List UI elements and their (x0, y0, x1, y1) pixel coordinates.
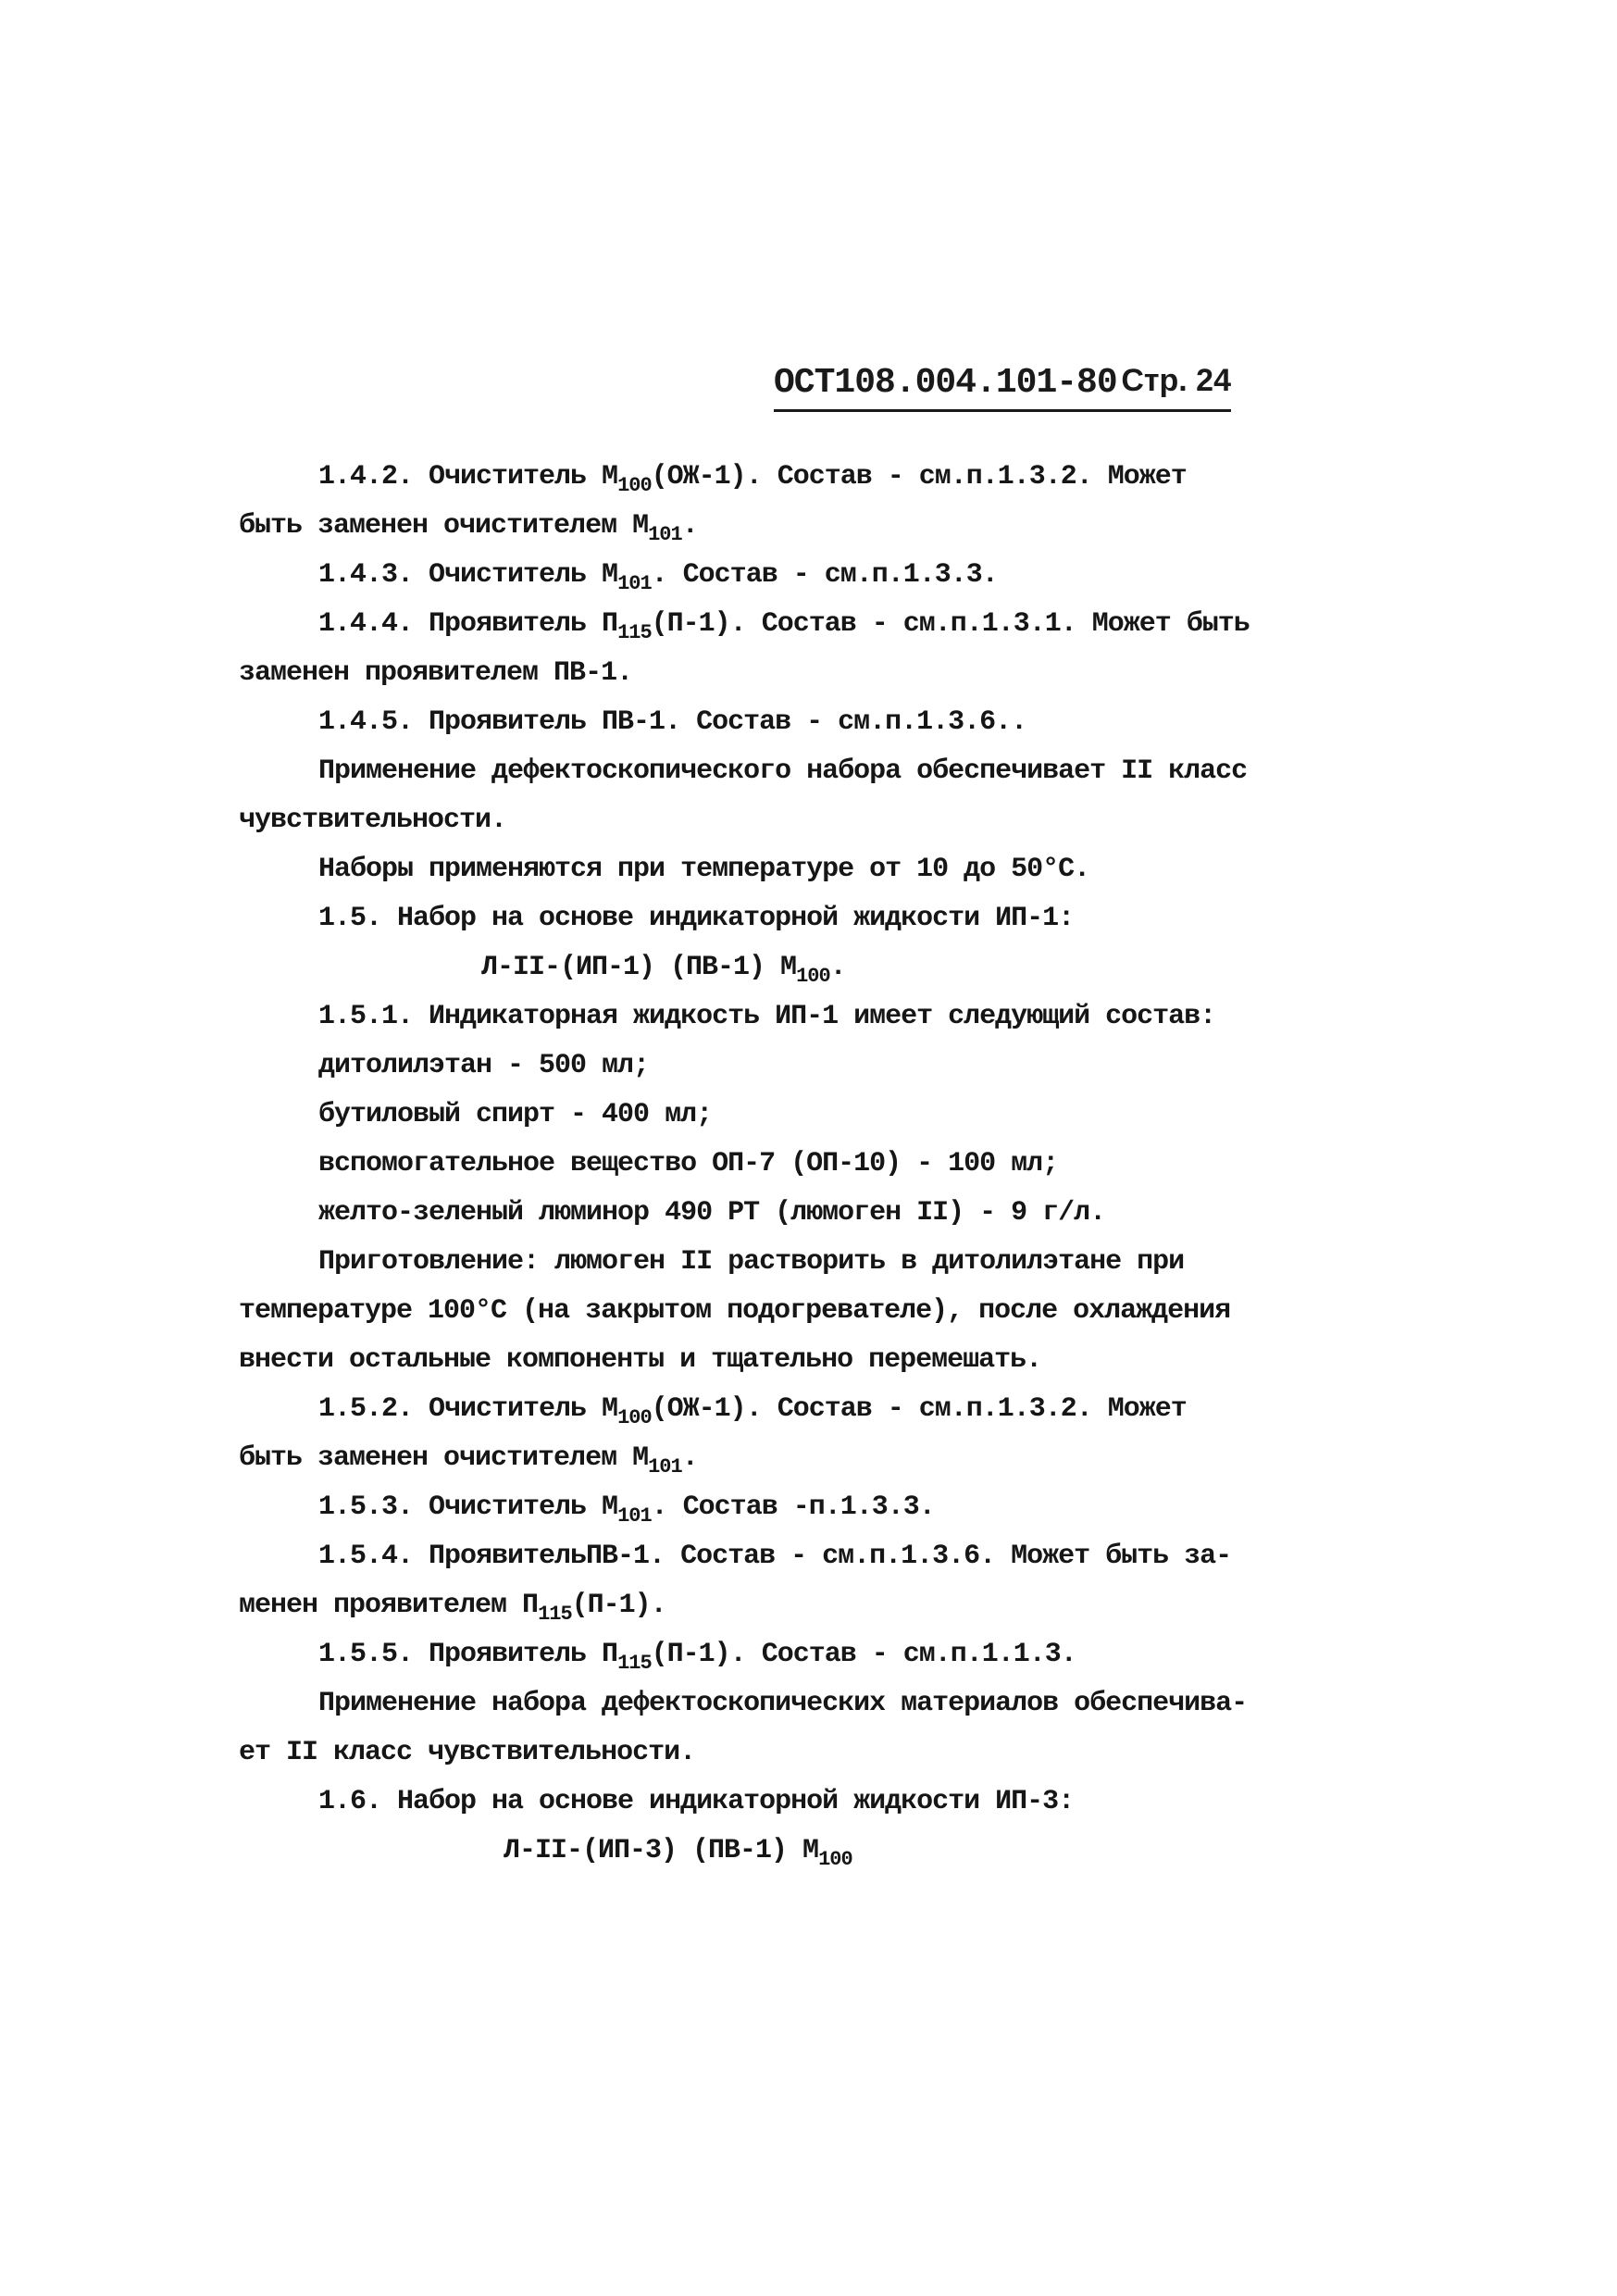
section-heading: 1.5. Набор на основе индикаторной жидкости ИП-1: (318, 903, 1075, 934)
text-line: 1.5.2. Очиститель $M_{100}(ОЖ-1)$. Состав - см.п.1.3.2. Может (318, 1393, 1187, 1429)
composition-item: бутиловый спирт - 400 мл; (318, 1099, 713, 1130)
header-underline (774, 409, 1231, 412)
text-line: заменен проявителем ПВ-1. (239, 657, 633, 689)
text-line: чувствительности. (239, 805, 507, 836)
text-line: 1.4.3. Очиститель $M_{101}$. Состав - см.п.1.3.3. (318, 559, 998, 595)
text-line: 1.4.4. Проявитель $П_{115}(П-1)$. Состав - см.п.1.3.1. Может быть (318, 608, 1250, 644)
text-line: Наборы применяются при температуре от 10 до 50°С. (318, 854, 1090, 885)
text-line: быть заменен очистителем $M_{101}$. (239, 510, 698, 546)
text-line: Применение дефектоскопического набора обеспечивает II класс (318, 755, 1248, 787)
text-line: Применение набора дефектоскопических материалов обеспечива- (318, 1688, 1248, 1719)
text-line: 1.5.1. Индикаторная жидкость ИП-1 имеет следующий состав: (318, 1001, 1216, 1032)
text-line: внести остальные компоненты и тщательно перемешать. (239, 1344, 1042, 1376)
composition-item: вспомогательное вещество ОП-7 (ОП-10) - 100 мл; (318, 1148, 1059, 1179)
text-line: быть заменен очистителем $M_{101}$. (239, 1442, 698, 1479)
text-line: Приготовление: люмоген II растворить в дитолилэтане при (318, 1246, 1185, 1278)
text-line: температуре 100°С (на закрытом подогревателе), после охлаждения (239, 1295, 1231, 1327)
page-number: Стр. 24 (1121, 363, 1231, 398)
text-line: менен проявителем $П_{115}(П-1)$. (239, 1590, 666, 1626)
formula-line: Л-II-(ИП-1) (ПВ-1) $M_{100}$. (481, 952, 846, 988)
page-header (774, 363, 1231, 411)
composition-item: дитолилэтан - 500 мл; (318, 1050, 650, 1081)
composition-item: желто-зеленый люминор 490 РТ (люмоген II) - 9 г/л. (318, 1197, 1106, 1229)
section-heading: 1.6. Набор на основе индикаторной жидкости ИП-3: (318, 1786, 1075, 1817)
text-line: 1.5.4. ПроявительПВ-1. Состав - см.п.1.3.6. Может быть за- (318, 1541, 1232, 1572)
text-line: 1.5.3. Очиститель $M_{101}$. Состав -п.1.3.3. (318, 1491, 935, 1528)
text-line: ет II класс чувствительности. (239, 1737, 696, 1768)
text-line: 1.4.2. Очиститель $M_{100}(ОЖ-1)$. Состав - см.п.1.3.2. Может (318, 461, 1187, 497)
formula-line: Л-II-(ИП-3) (ПВ-1) $M_{100}$ (504, 1835, 852, 1871)
text-line: 1.4.5. Проявитель ПВ-1. Состав - см.п.1.3.6.. (318, 706, 1027, 738)
text-line: 1.5.5. Проявитель $П_{115}(П-1)$. Состав - см.п.1.1.3. (318, 1639, 1076, 1675)
document-code: ОСТ108.004.101-80 (774, 363, 1117, 403)
